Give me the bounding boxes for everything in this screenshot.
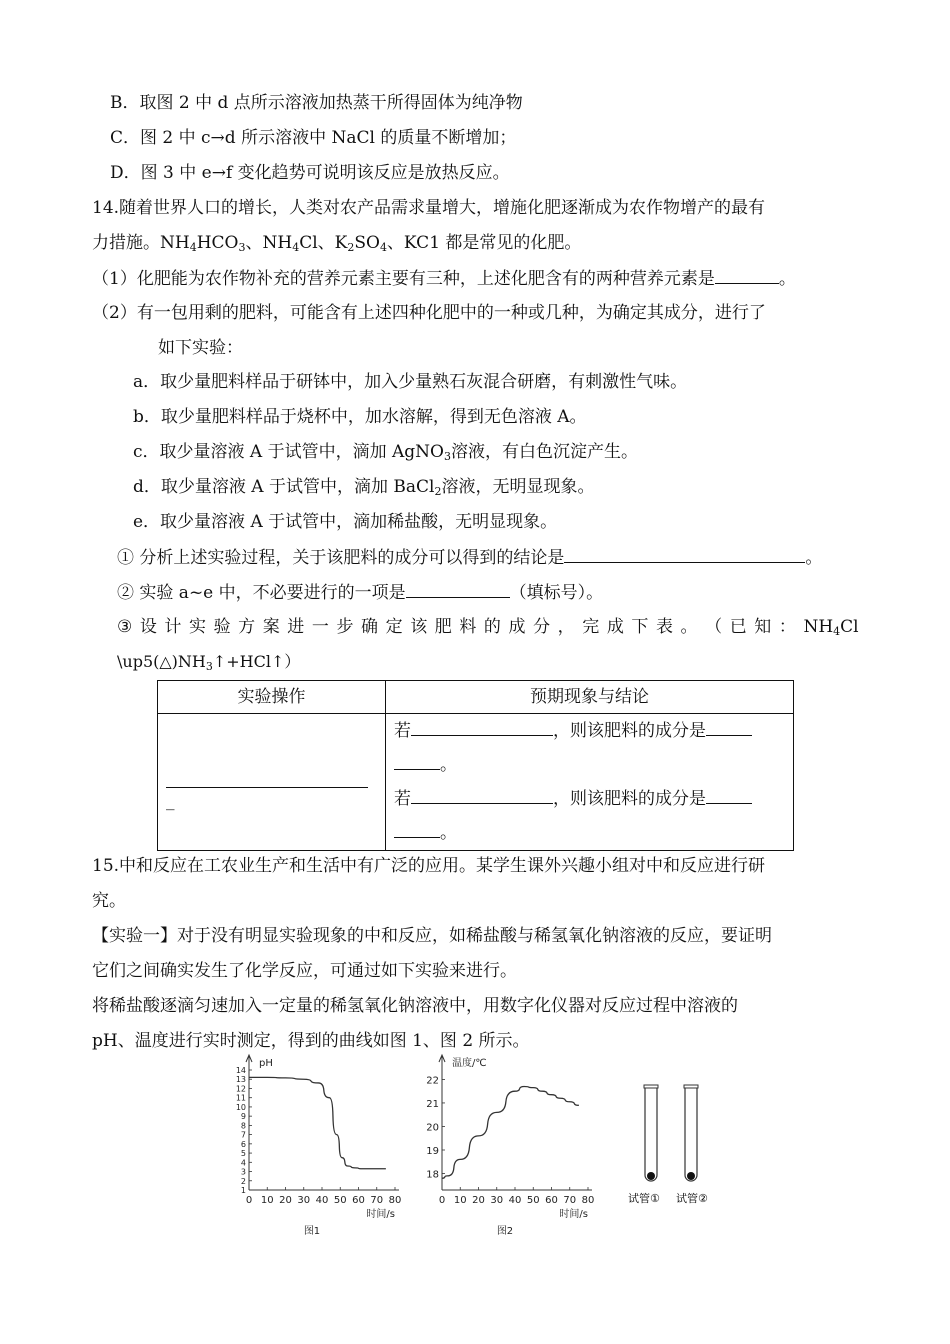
y-tick-label: 9 — [240, 1112, 246, 1122]
figure-2-temperature-chart — [418, 1050, 603, 1240]
q15-line4: 它们之间确实发生了化学反应，可通过如下实验来进行。 — [92, 961, 517, 981]
step-e: e．取少量溶液 A 于试管中，滴加稀盐酸，无明显现象。 — [133, 512, 558, 532]
operation-cell[interactable] — [158, 714, 386, 851]
result-cell — [386, 714, 794, 851]
question-r1: ① 分析上述实验过程，关于该肥料的成分可以得到的结论是 。 — [117, 548, 823, 568]
experiment-table — [157, 680, 794, 851]
answer-blank-1[interactable] — [715, 267, 779, 284]
y-tick-label: 12 — [235, 1084, 246, 1094]
q14-part2-line1: （2）有一包用剩的肥料，可能含有上述四种化肥中的一种或几种，为确定其成分，进行了 — [92, 303, 766, 323]
result-line-2: 。 — [386, 748, 793, 782]
x-tick-label: 50 — [333, 1195, 347, 1206]
y-tick-label: 2 — [240, 1176, 246, 1186]
operation-blank[interactable] — [166, 766, 368, 788]
component-blank-1a[interactable] — [706, 719, 752, 736]
test-tube-2-label: 试管② — [676, 1192, 708, 1205]
result-blank-1[interactable] — [411, 719, 553, 736]
q15-line6: pH、温度进行实时测定，得到的曲线如图 1、图 2 所示。 — [92, 1031, 530, 1051]
x-tick-label: 0 — [438, 1195, 446, 1206]
q14-stem-line2: 力措施。$NH_4HCO_3$、$NH_4Cl$、$K_2SO_4$、KC1 都是常见的化肥。 — [92, 233, 582, 254]
q15-line3: 【实验一】对于没有明显实验现象的中和反应，如稀盐酸与稀氢氧化钠溶液的反应，要证明 — [92, 926, 772, 946]
x-tick-label: 20 — [279, 1195, 292, 1206]
y-axis-label: pH — [259, 1058, 273, 1069]
y-tick-label: 18 — [426, 1169, 439, 1181]
x-tick-label: 30 — [297, 1195, 311, 1206]
result-line-3: 若 ，则该肥料的成分是 — [386, 782, 793, 816]
x-tick-label: 70 — [563, 1195, 577, 1206]
x-tick-label: 10 — [260, 1195, 274, 1206]
component-blank-2a[interactable] — [706, 787, 752, 804]
component-blank-1b[interactable] — [394, 753, 440, 770]
step-d: d．取少量溶液 A 于试管中，滴加 BaCl$_2$溶液，无明显现象。 — [133, 477, 595, 498]
q14-part1: （1）化肥能为农作物补充的营养元素主要有三种，上述化肥含有的两种营养元素是 。 — [92, 269, 796, 289]
answer-blank-3[interactable] — [406, 581, 510, 598]
x-tick-label: 70 — [370, 1195, 384, 1206]
q14-part2-line2: 如下实验： — [158, 338, 243, 358]
figure-1-ph-chart — [225, 1050, 410, 1240]
x-axis-label: 时间/s — [559, 1209, 588, 1220]
y-tick-label: 6 — [240, 1139, 246, 1149]
table-header-operation: 实验操作 — [158, 681, 386, 714]
component-blank-2b[interactable] — [394, 821, 440, 838]
q14-stem-line1: 14.随着世界人口的增长，人类对农产品需求量增大，增施化肥逐渐成为农作物增产的最有 — [92, 198, 766, 218]
y-tick-label: 21 — [426, 1098, 439, 1110]
question-r2: ② 实验 a~e 中，不必要进行的一项是 （填标号）。 — [117, 583, 604, 603]
y-tick-label: 3 — [240, 1167, 246, 1177]
data-line — [442, 1086, 579, 1178]
y-tick-label: 8 — [240, 1121, 246, 1131]
y-tick-label: 10 — [235, 1102, 246, 1112]
formula-line: $\backslash up5(\triangle)NH_3↑+HCl↑$） — [117, 652, 301, 673]
y-tick-label: 20 — [426, 1122, 439, 1134]
question-r3: ③ 设 计 实 验 方 案 进 一 步 确 定 该 肥 料 的 成 分 ， 完 成 下 表 。 （ 已 知 ： $NH_4Cl$ — [117, 617, 859, 638]
figure-caption: 图2 — [496, 1226, 514, 1237]
test-tube-1 — [644, 1085, 658, 1181]
y-tick-label: 1 — [240, 1186, 246, 1195]
option-b: B．取图 2 中 d 点所示溶液加热蒸干所得固体为纯净物 — [110, 93, 523, 113]
option-c: C．图 2 中 c→d 所示溶液中 NaCl 的质量不断增加； — [110, 128, 517, 148]
table-header-result: 预期现象与结论 — [386, 681, 794, 714]
option-d: D．图 3 中 e→f 变化趋势可说明该反应是放热反应。 — [110, 163, 510, 183]
x-tick-label: 60 — [545, 1195, 558, 1206]
y-tick-label: 7 — [240, 1130, 246, 1140]
result-line-4: 。 — [386, 816, 793, 850]
x-tick-label: 40 — [508, 1195, 522, 1206]
x-tick-label: 50 — [526, 1195, 540, 1206]
x-axis-label: 时间/s — [366, 1209, 395, 1220]
y-tick-label: 13 — [235, 1075, 246, 1085]
x-tick-label: 0 — [245, 1195, 253, 1206]
y-tick-label: 5 — [240, 1149, 246, 1159]
y-tick-label: 14 — [235, 1066, 246, 1075]
x-tick-label: 40 — [315, 1195, 329, 1206]
test-tube-2 — [684, 1085, 698, 1181]
test-tube-1-label: 试管① — [628, 1192, 660, 1205]
step-a: a．取少量肥料样品于研钵中，加入少量熟石灰混合研磨，有刺激性气味。 — [133, 372, 688, 392]
y-tick-label: 19 — [426, 1146, 439, 1157]
result-blank-2[interactable] — [411, 787, 553, 804]
figure-caption: 图1 — [303, 1226, 321, 1237]
y-tick-label: 11 — [235, 1093, 246, 1103]
operation-dash: _ — [166, 791, 175, 811]
q15-line2: 究。 — [92, 891, 126, 911]
answer-blank-2[interactable] — [564, 546, 805, 563]
result-line-1: 若 ，则该肥料的成分是 — [386, 714, 793, 748]
x-tick-label: 80 — [581, 1195, 595, 1206]
y-tick-label: 4 — [240, 1158, 246, 1168]
x-tick-label: 20 — [472, 1195, 485, 1206]
y-axis-label: 温度/℃ — [452, 1058, 487, 1069]
q15-line1: 15.中和反应在工农业生产和生活中有广泛的应用。某学生课外兴趣小组对中和反应进行研 — [92, 856, 766, 876]
test-tubes — [620, 1080, 730, 1210]
data-line — [249, 1077, 386, 1168]
x-tick-label: 60 — [352, 1195, 365, 1206]
y-tick-label: 22 — [426, 1075, 439, 1087]
x-tick-label: 80 — [388, 1195, 402, 1206]
x-tick-label: 10 — [453, 1195, 467, 1206]
q15-line5: 将稀盐酸逐滴匀速加入一定量的稀氢氧化钠溶液中，用数字化仪器对反应过程中溶液的 — [92, 996, 738, 1016]
step-b: b．取少量肥料样品于烧杯中，加水溶解，得到无色溶液 A。 — [133, 407, 587, 427]
x-tick-label: 30 — [490, 1195, 504, 1206]
step-c: c．取少量溶液 A 于试管中，滴加 AgNO$_3$溶液，有白色沉淀产生。 — [133, 442, 638, 463]
